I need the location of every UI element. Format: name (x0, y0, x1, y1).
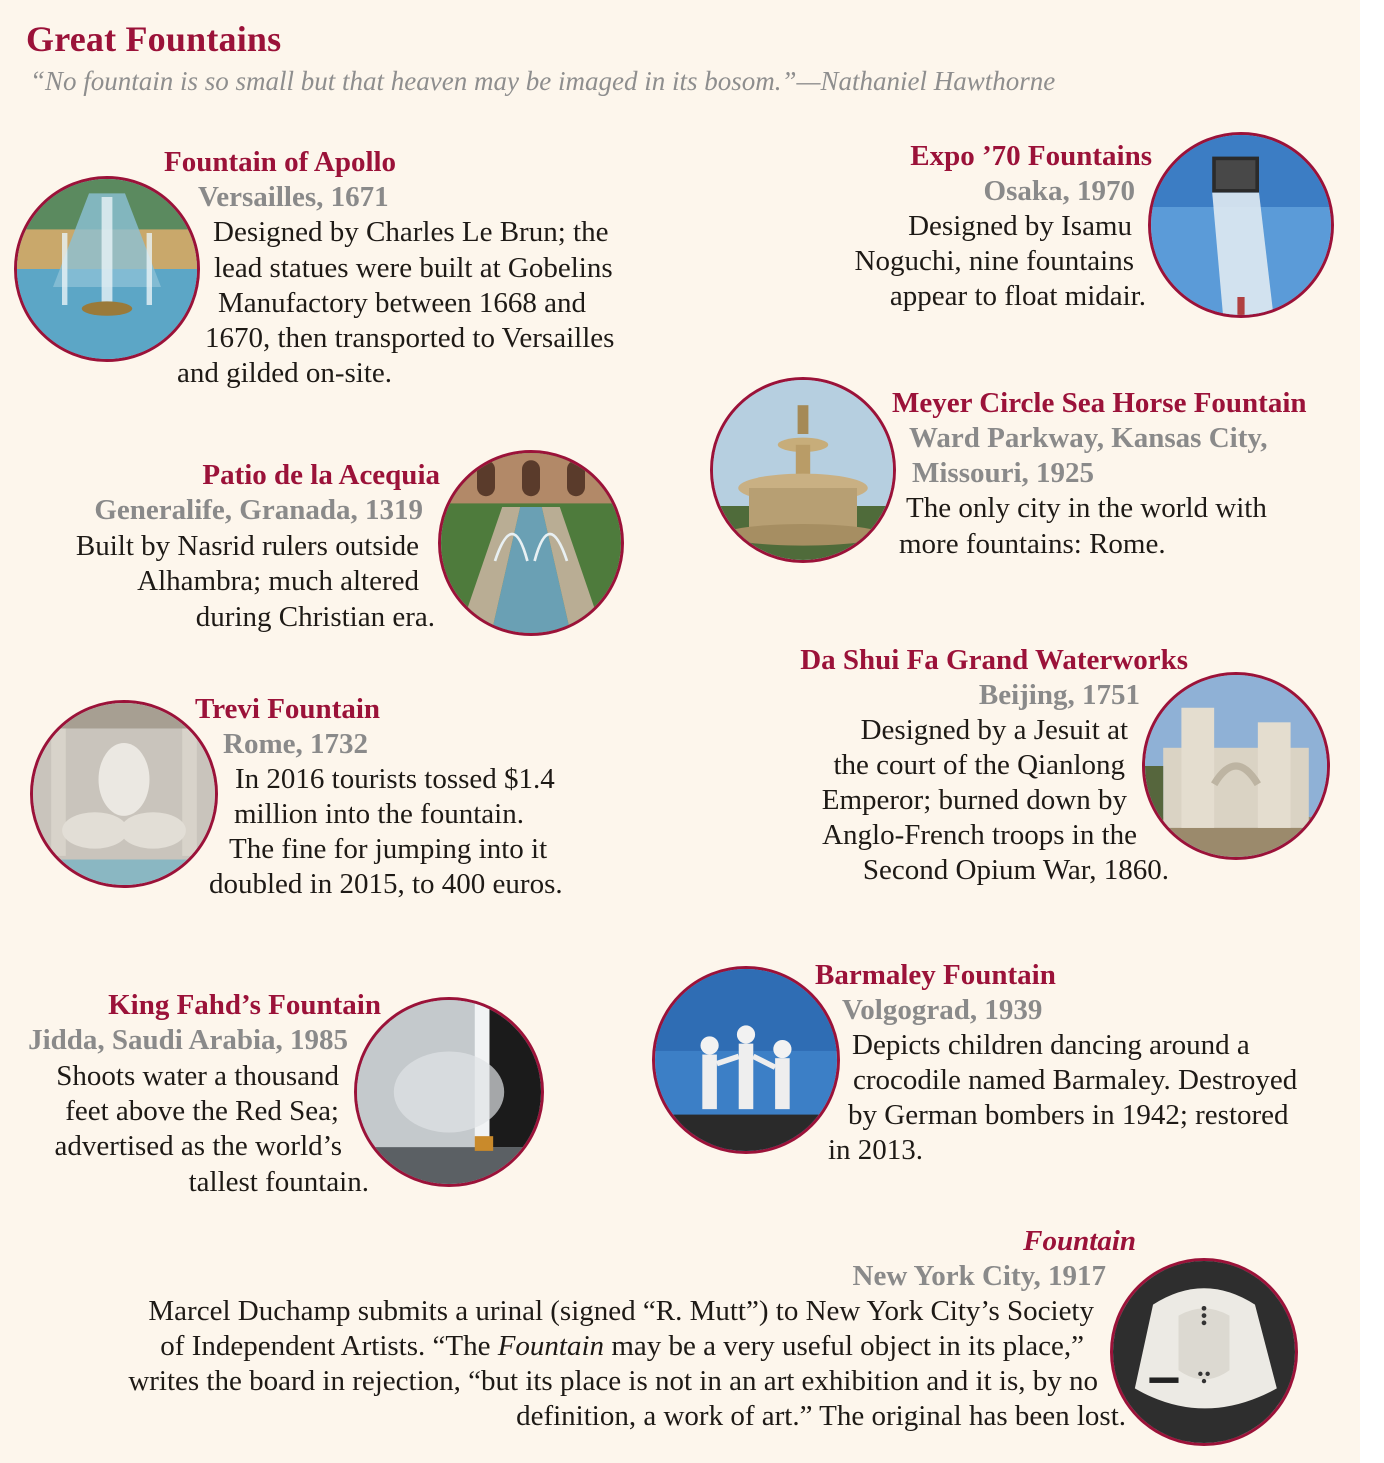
barmaley-place: Volgograd, 1939 (842, 994, 1043, 1026)
patio-photo (438, 450, 624, 636)
meyer-desc-line: more fountains: Rome. (899, 528, 1166, 560)
dashui-photo (1142, 672, 1330, 860)
dashui-desc-line: Emperor; burned down by (821, 784, 1127, 816)
barmaley-desc-line: Depicts children dancing around a (852, 1029, 1250, 1061)
dashui-place: Beijing, 1751 (978, 679, 1140, 711)
apollo-name: Fountain of Apollo (164, 146, 397, 178)
duchamp-place: New York City, 1917 (852, 1260, 1106, 1292)
barmaley-photo (652, 966, 840, 1154)
duchamp-desc-line (160, 1329, 1084, 1364)
meyer-place-line: Missouri, 1925 (912, 457, 1095, 489)
trevi-name: Trevi Fountain (195, 693, 381, 725)
fahd-desc-line: Shoots water a thousand (56, 1060, 339, 1092)
apollo-photo (14, 176, 200, 362)
barmaley-name: Barmaley Fountain (815, 959, 1056, 991)
duchamp-name: Fountain (1023, 1225, 1136, 1257)
patio-desc-line: during Christian era. (195, 601, 435, 633)
expo-desc-line: appear to float midair. (889, 280, 1146, 312)
trevi-desc-line: In 2016 tourists tossed $1.4 (235, 763, 555, 795)
expo-desc-line: Noguchi, nine fountains (854, 245, 1134, 277)
barmaley-desc-line: in 2013. (828, 1134, 924, 1166)
dashui-desc-line: the court of the Qianlong (833, 749, 1125, 781)
duchamp-desc-italic: Fountain (497, 1330, 605, 1362)
page-title: Great Fountains (26, 19, 282, 59)
apollo-place: Versailles, 1671 (198, 181, 389, 213)
patio-desc-line: Built by Nasrid rulers outside (75, 530, 419, 562)
duchamp-photo (1110, 1258, 1298, 1446)
meyer-photo (710, 377, 896, 563)
fahd-name: King Fahd’s Fountain (108, 989, 381, 1021)
fahd-photo (354, 997, 544, 1187)
trevi-place: Rome, 1732 (223, 728, 368, 760)
trevi-desc-line: doubled in 2015, to 400 euros. (209, 868, 563, 900)
apollo-desc-line: 1670, then transported to Versailles (205, 322, 615, 354)
expo-desc-line: Designed by Isamu (908, 210, 1132, 242)
duchamp-desc-part: of Independent Artists. “The (160, 1330, 498, 1362)
patio-desc-line: Alhambra; much altered (137, 565, 419, 597)
epigraph-quote: “No fountain is so small but that heaven may be imaged in its bosom.”—Nathaniel Hawthorne (30, 66, 1056, 96)
expo-place: Osaka, 1970 (983, 175, 1135, 207)
apollo-desc-line: Manufactory between 1668 and (218, 287, 587, 319)
barmaley-desc-line: crocodile named Barmaley. Destroyed (853, 1064, 1298, 1096)
barmaley-desc-line: by German bombers in 1942; restored (848, 1099, 1289, 1131)
duchamp-desc-line: writes the board in rejection, “but its place is not in an art exhibition and it is, by no (128, 1365, 1098, 1397)
apollo-desc-line: and gilded on-site. (177, 357, 393, 389)
dashui-desc-line: Second Opium War, 1860. (862, 854, 1169, 886)
expo-photo (1148, 132, 1334, 318)
patio-place: Generalife, Granada, 1319 (94, 494, 423, 526)
fahd-desc-line: tallest fountain. (188, 1166, 369, 1198)
dashui-name: Da Shui Fa Grand Waterworks (800, 644, 1188, 676)
meyer-desc-line: The only city in the world with (906, 492, 1267, 524)
fahd-desc-line: advertised as the world’s (54, 1130, 342, 1162)
fahd-desc-line: feet above the Red Sea; (65, 1095, 339, 1127)
duchamp-desc-line: definition, a work of art.” The original has been lost. (516, 1400, 1126, 1432)
apollo-desc-line: Designed by Charles Le Brun; the (213, 216, 609, 248)
trevi-desc-line: million into the fountain. (234, 798, 524, 830)
trevi-photo (30, 700, 218, 888)
apollo-desc-line: lead statues were built at Gobelins (214, 252, 613, 284)
dashui-desc-line: Designed by a Jesuit at (860, 714, 1128, 746)
trevi-desc-line: The fine for jumping into it (229, 833, 548, 865)
dashui-desc-line: Anglo-French troops in the (822, 819, 1137, 851)
duchamp-desc-part: may be a very useful object in its place,” (604, 1330, 1084, 1362)
patio-name: Patio de la Acequia (202, 459, 440, 491)
expo-name: Expo ’70 Fountains (910, 140, 1152, 172)
duchamp-desc-line: Marcel Duchamp submits a urinal (signed “R. Mutt”) to New York City’s Society (148, 1295, 1094, 1327)
meyer-place-line: Ward Parkway, Kansas City, (909, 422, 1268, 454)
meyer-name: Meyer Circle Sea Horse Fountain (892, 387, 1307, 419)
fahd-place: Jidda, Saudi Arabia, 1985 (28, 1024, 348, 1056)
right-margin-strip (1360, 0, 1384, 1463)
